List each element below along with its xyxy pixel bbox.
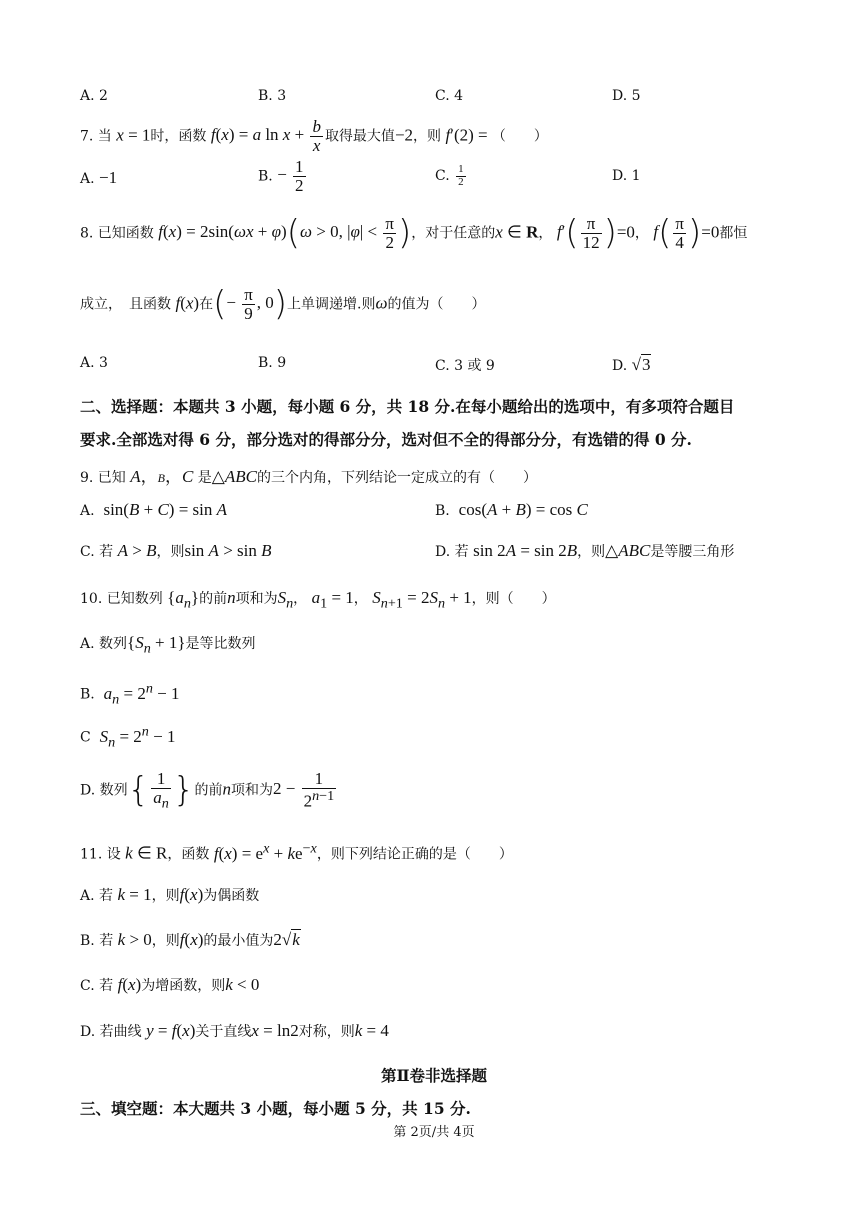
q11-prefix: 11. 设 [80, 846, 121, 863]
q7-option-a: A. −1 [80, 168, 118, 187]
q8-fx: f(x) [175, 293, 200, 313]
section-3-heading: 三、填空题：本大题共 3 小题，每小题 5 分，共 15 分. [80, 1099, 471, 1118]
q10-a1: $a_1 = 1$ [311, 588, 354, 612]
q9-suffix: 的三个内角，下列结论一定成立的有（ ） [256, 470, 537, 486]
q11-function: $f(x) = e^x + ke^{-x}$ [213, 840, 317, 863]
q8-omega: ω [375, 293, 388, 313]
q8-domain: x ∈ R [495, 222, 539, 242]
q7-function: f(x) = a ln x + $\frac{b}{x}$ [210, 117, 321, 155]
q9-option-c: C. 若 A > B，则sin A > sin B [80, 541, 272, 560]
q10-option-a: A. 数列$\{S_n + 1\}$是等比数列 [80, 633, 256, 657]
q8-option-c: C. 3 或 9 [435, 358, 495, 374]
q9-option-b: B. cos(A + B) = cos C [435, 500, 588, 519]
q8-interval: (− $\frac{\pi}{9}$ , 0) [213, 284, 288, 325]
q7-prefix: 7. 当 [80, 128, 112, 145]
q8-eq2: =0 [701, 222, 720, 242]
q6-option-c: C. 4 [435, 88, 464, 104]
q8-prefix: 8. 已知函数 [80, 225, 154, 242]
question-9 [80, 462, 868, 487]
q11-k-domain: k ∈ R [125, 843, 168, 863]
q10-option-c: C $S_n = 2^n - 1$ [80, 723, 176, 751]
q11-option-b: B. 若 k > 0，则f(x)的最小值为2√k [80, 930, 300, 949]
q8-end: 都恒 [719, 225, 748, 242]
question-8-line1: 8. 已知函数 f(x) = 2sin(ωx + φ)(ω > 0, |φ| < $\frac{\pi}{2}$ )，对于任意的x ∈ R， f′( $\frac{\pi}{12}$ )=0， f( $\frac{\pi}{4}$ )=0都恒 [80, 213, 748, 254]
q8-value-condition: f( $\frac{\pi}{4}$ ) [653, 213, 702, 254]
q10-sum: $S_n$ [277, 588, 294, 612]
q10-suffix: ，则（ ） [471, 591, 556, 607]
page-footer: 第 2页/共 4页 [393, 1125, 475, 1140]
q11-option-d: D. 若曲线 y = f(x)关于直线x = ln2对称，则k = 4 [80, 1021, 389, 1040]
q7-mid: 时，函数 [150, 128, 207, 145]
q8-option-a: A. 3 [80, 355, 108, 371]
q9-option-d: D. 若 sin 2A = sin 2B，则△ABC是等腰三角形 [435, 541, 735, 560]
q8-line2-end: 的值为（ ） [387, 296, 486, 313]
question-7 [80, 118, 868, 155]
q9-prefix: 9. 已知 [80, 470, 126, 486]
q7-max-value: −2 [394, 125, 414, 145]
q8-option-b: B. 9 [258, 355, 287, 371]
q8-option-d: D. √3 [612, 355, 651, 374]
q9-mid: 是 [197, 470, 212, 486]
section-2-heading-line2: 要求.全部选对得 6 分，部分选对的得部分分，选对但不全的得部分分，有选错的得 0 分. [80, 430, 692, 449]
q7-derivative: f′(2) = [445, 125, 492, 145]
q8-derivative-condition: f′( $\frac{\pi}{12}$ ) [556, 213, 617, 254]
q6-option-a: A. 2 [80, 88, 108, 104]
q7-option-b: B. − $\frac{1}{2}$ [258, 157, 304, 195]
q8-line2-mid: 在 [199, 296, 214, 313]
q11-mid: ，函数 [167, 846, 210, 863]
q7-condition: x = 1 [116, 125, 151, 145]
q9-option-a: A. sin(B + C) = sin A [80, 500, 228, 519]
q10-mid2: 项和为 [235, 591, 278, 607]
q7-suffix: 取得最大值 [324, 128, 395, 145]
q11-option-c: C. 若 f(x)为增函数，则k < 0 [80, 975, 260, 994]
q10-option-d: D. 数列{ $\frac{1}{a_n}$ }的前n项和为2 − $\frac{1}{2^{n-1}}$ [80, 769, 335, 812]
q8-function: f(x) = 2sin(ωx + φ)(ω > 0, |φ| < $\frac{\pi}{2}$ ) [158, 213, 412, 254]
q10-prefix: 10. 已知数列 [80, 591, 163, 607]
q7-option-c: C. $\frac{1}{2}$ [435, 163, 464, 188]
question-11 [80, 840, 868, 864]
question-10: 10. 已知数列 $\{a_n\}$的前n项和为$S_n$， $a_1 = 1$， $S_{n+1} = 2S_n + 1$，则（ ） [80, 588, 556, 612]
q8-eq1: =0 [616, 222, 635, 242]
q6-option-d: D. 5 [612, 88, 641, 104]
q7-paren: （ ） [491, 128, 548, 145]
q7-option-d: D. 1 [612, 168, 641, 184]
q11-suffix: ，则下列结论正确的是（ ） [316, 846, 513, 863]
part-2-title: 第Ⅱ卷非选择题 [380, 1066, 488, 1085]
q8-line2-prefix: 成立， 且函数 [80, 296, 171, 313]
q10-recurrence: $S_{n+1} = 2S_n + 1$ [372, 588, 472, 612]
q8-mid: ，对于任意的 [411, 225, 496, 242]
q7-end: ，则 [413, 128, 442, 145]
q9-triangle: △ABC [211, 467, 257, 486]
q9-angles: A，B，C [130, 467, 194, 486]
question-8-line2 [80, 286, 868, 323]
q10-mid1: 的前 [199, 591, 228, 607]
q10-sequence: $\{a_n\}$ [167, 588, 200, 612]
q10-option-b: B. $a_n = 2^n - 1$ [80, 680, 180, 708]
q11-option-a: A. 若 k = 1，则f(x)为偶函数 [80, 885, 260, 904]
q6-option-b: B. 3 [258, 88, 287, 104]
q8-line2-suffix: 上单调递增.则 [287, 296, 376, 313]
section-2-heading-line1: 二、选择题：本题共 3 小题，每小题 6 分，共 18 分.在每小题给出的选项中，有多项符合题目 [80, 397, 735, 416]
